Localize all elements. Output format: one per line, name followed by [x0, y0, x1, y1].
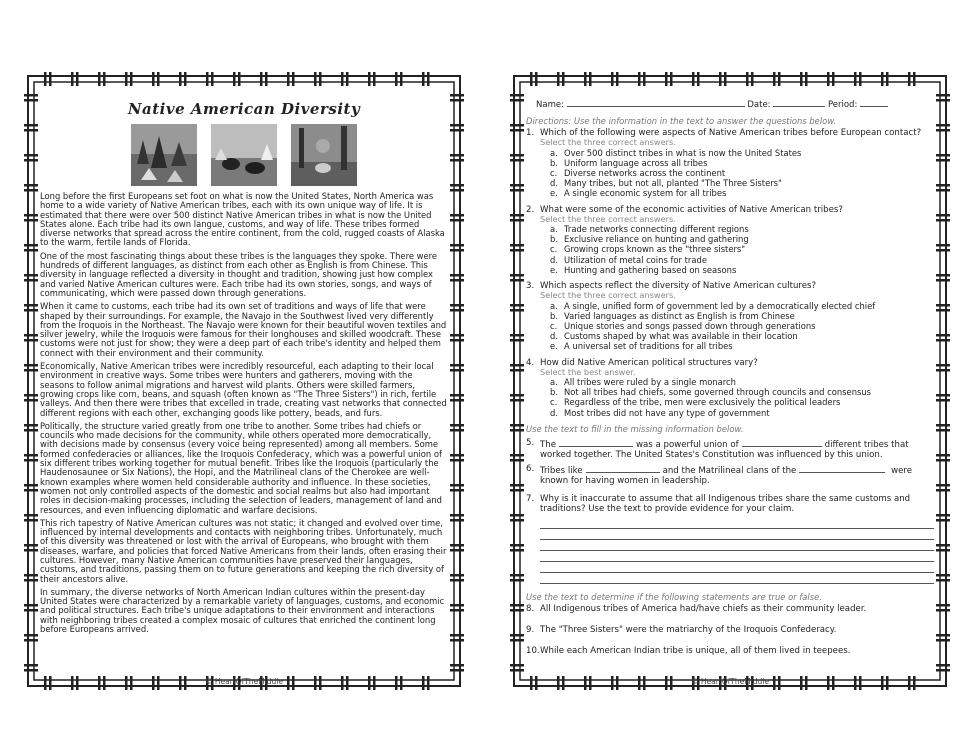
question-text: While each American Indian tribe is unique, all of them lived in teepees.	[540, 645, 851, 656]
option-text: Growing crops known as the "three sisters"	[564, 244, 746, 255]
text-part: Tribes like	[540, 465, 583, 476]
answer-option[interactable]	[550, 158, 934, 168]
reading-page	[24, 72, 464, 690]
answer-option[interactable]	[550, 331, 934, 341]
option-text: Most tribes did not have any type of government	[564, 407, 770, 418]
answer-option[interactable]	[550, 301, 934, 311]
answer-option[interactable]	[550, 244, 934, 254]
question-number: 5.	[526, 437, 535, 448]
blank-field[interactable]	[799, 464, 885, 473]
copyright-footer: © HeartOfTheMiddle	[204, 677, 284, 686]
text-part: different tribes	[824, 439, 889, 450]
option-letter: e.	[550, 341, 558, 352]
option-letter: b.	[550, 234, 558, 245]
option-letter: c.	[550, 244, 558, 255]
option-letter: d.	[550, 254, 558, 265]
answer-option[interactable]	[550, 255, 934, 265]
blank-field[interactable]	[586, 464, 660, 473]
question-7: 7. Why is it inaccurate to assume that all Indigenous tribes share the same customs and traditions? Use the text to provide evidence for your claim.	[526, 493, 911, 514]
article-body	[40, 192, 448, 634]
name-date-period-bar	[536, 98, 934, 110]
question-number: 10.	[526, 645, 540, 656]
tf-directions: Use the text to determine if the following statements are true or false.	[526, 591, 822, 602]
text-part: The	[540, 439, 556, 450]
name-label: Name:	[536, 100, 564, 110]
answer-option[interactable]	[550, 377, 934, 387]
question-5	[526, 438, 934, 460]
answer-option[interactable]	[550, 321, 934, 331]
answer-option[interactable]	[550, 265, 934, 275]
option-text: Uniform language across all tribes	[564, 157, 708, 168]
period-label: Period:	[827, 100, 858, 110]
answer-option[interactable]	[550, 178, 934, 188]
option-text: Varied languages as distinct as English is from Chinese	[564, 310, 795, 321]
question-text: Which of the following were aspects of Native American tribes before European contact?	[540, 128, 922, 138]
question-number: 4.	[526, 357, 535, 368]
option-letter: c.	[550, 167, 558, 178]
answer-option[interactable]	[550, 387, 934, 397]
fill-directions: Use the text to fill in the missing information below.	[526, 423, 744, 434]
text-part: were known for having women in leadership.	[540, 465, 913, 486]
question-hint: Select the three correct answers.	[540, 137, 676, 147]
text-part: and the Matrilineal clans of the	[662, 465, 797, 476]
period-field[interactable]	[860, 98, 888, 107]
question-text: Which aspects reflect the diversity of Native American cultures?	[540, 281, 817, 292]
article-paragraph: Economically, Native American tribes were incredibly resourceful, each adapting to their local environment in creative ways. Some tribes were hunters and gatherers, moving with the seasons to follow animal migrations and harvest wild plants. Others were skilled farmers, growing crops like corn, beans, and squash (often known as "The Three Sisters") in rich, fertile valleys. And then there were tribes that excelled in trade, creating vast networks that connected different regions with each other, exchanging goods like pottery, beads, and furs.	[40, 361, 447, 418]
option-text: A single, unified form of government led by a democratically elected chief	[564, 300, 876, 311]
option-text: A universal set of traditions for all tribes	[564, 341, 733, 352]
text-part: was a powerful union of	[635, 439, 739, 450]
option-letter: b.	[550, 157, 558, 168]
bison-plains-illustration	[211, 124, 277, 186]
option-text: Exclusive reliance on hunting and gathering	[564, 234, 749, 245]
question-text: All Indigenous tribes of America had/have chiefs as their community leader.	[540, 603, 867, 614]
date-field[interactable]	[773, 98, 825, 107]
option-letter: a.	[550, 224, 558, 235]
question-text: How did Native American political structures vary?	[540, 357, 758, 368]
question-9	[526, 625, 934, 635]
answer-option[interactable]	[550, 168, 934, 178]
option-letter: b.	[550, 387, 558, 398]
option-letter: e.	[550, 188, 558, 199]
multiple-choice-section	[526, 128, 934, 422]
illustrations	[40, 124, 448, 186]
answer-option[interactable]	[550, 234, 934, 244]
fill-in-section	[526, 438, 934, 486]
question-number: 9.	[526, 624, 535, 635]
article-paragraph: One of the most fascinating things about these tribes is the languages they spoke. There were hundreds of different languages, as distinct from each other as English is from Chinese. This diversity in language reflected a diversity in thought and tradition, showing just how complex and varied Native American cultures were. Each tribe had its own stories, songs, and ways of communicating, which were passed down through generations.	[40, 250, 438, 298]
option-letter: e.	[550, 264, 558, 275]
option-letter: c.	[550, 397, 558, 408]
option-text: Many tribes, but not all, planted "The Three Sisters"	[564, 178, 782, 189]
option-text: Trade networks connecting different regions	[564, 224, 749, 235]
article-paragraph: Long before the first Europeans set foot on what is now the United States, North America was home to a wide variety of Native American tribes, each with its own unique way of life. It is estimated that there were over 500 distinct Native American tribes in what is now the United States alone. Each tribe had its own langue, customs, and way of life. These tribes formed diverse networks that spread across the entire continent, from the cold, rugged coasts of Alaska to the warm, fertile lands of Florida.	[40, 191, 445, 248]
question-number: 3.	[526, 281, 535, 292]
question-page	[510, 72, 950, 690]
answer-option[interactable]	[550, 148, 934, 158]
option-text: All tribes were ruled by a single monarch	[564, 377, 736, 388]
option-letter: d.	[550, 407, 558, 418]
question-text: The "Three Sisters" were the matriarchy of the Iroquois Confederacy.	[540, 624, 837, 635]
true-false-section	[526, 604, 934, 656]
answer-option[interactable]	[550, 224, 934, 234]
option-letter: a.	[550, 377, 558, 388]
fill-in-text	[540, 438, 934, 460]
question-number: 8.	[526, 603, 535, 614]
text-part: that worked together. The United States's Constitution was influenced by this union.	[540, 439, 909, 460]
question-6	[526, 464, 934, 486]
wildlife-forest-illustration	[291, 124, 357, 186]
page-title: Native American Diversity	[127, 100, 361, 118]
article-paragraph: Politically, the structure varied greatly from one tribe to another. Some tribes had chiefs or councils who made decisions for the community, while others operated more democratically, with decisions made by consensus (every voice being represented) among all members. Some formed confederacies or alliances, like the Iroquois Confederacy, which was a powerful union of six different tribes working together for mutual benefit. Tribes like the Iroquois (particularly the Haudenosaunee or Six Nations), the Hopi, and the Matrilineal clans of the Cherokee are well-known examples where women held considerable authority and influence. In these societies, women not only controlled aspects of the domestic and social realms but also had important roles in decision-making processes, including the selection of leaders, management of land and resources, and even influencing diplomatic and warfare decisions.	[40, 420, 442, 515]
date-label: Date:	[747, 100, 771, 110]
answer-option[interactable]	[550, 341, 934, 351]
forest-village-illustration	[131, 124, 197, 186]
option-text: Over 500 distinct tribes in what is now the United States	[564, 147, 802, 158]
article-paragraph: This rich tapestry of Native American cultures was not static; it changed and evolved over time, influenced by internal developments and contacts with neighboring tribes. Unfortunately, much of this diversity was threatened or lost with the arrival of Europeans, who brought with them diseases, warfare, and policies that forced Native Americans from their lands, often erasing their cultures. However, many Native American communities have preserved their languages, customs, and traditions, passing them on to future generations and keeping the rich diversity of their ancestors alive.	[40, 517, 447, 584]
option-text: Utilization of metal coins for trade	[564, 254, 707, 265]
option-text: Unique stories and songs passed down through generations	[564, 320, 816, 331]
question-text: What were some of the economic activities of Native American tribes?	[540, 204, 843, 215]
article-paragraph: In summary, the diverse networks of North American Indian cultures within the present-day United States were characterized by a remarkable variety of languages, customs, and economic and political structures. Each tribe's unique adaptations to their environment and interactions with neighboring tribes created a complex mosaic of cultures that enriched the continent long before Europeans arrived.	[40, 586, 445, 635]
name-field[interactable]	[567, 98, 745, 107]
article-paragraph: When it came to customs, each tribe had its own set of traditions and ways of life that were shaped by their surroundings. For example, the Navajo in the Southwest lived very differently from the Iroquois in the Northeast. The Navajo were known for their beautiful woven textiles and silver jewelry, while the Iroquois were famous for their longhouses and skilled woodcraft. These customs were not just for show; they were a deep part of each tribe's identity and helped them connect with their environment and their community.	[40, 301, 447, 358]
directions: Directions: Use the information in the text to answer the questions below.	[526, 116, 837, 126]
question-number: 1.	[526, 128, 535, 138]
option-letter: b.	[550, 310, 558, 321]
question-hint: Select the best answer.	[540, 366, 636, 377]
option-text: A single economic system for all tribes	[564, 188, 727, 199]
option-text: Not all tribes had chiefs, some governed through councils and consensus	[564, 387, 872, 398]
q7-answer-lines[interactable]	[526, 518, 934, 584]
question-number: 2.	[526, 204, 535, 215]
option-letter: a.	[550, 300, 558, 311]
option-letter: d.	[550, 331, 558, 342]
option-letter: d.	[550, 178, 558, 189]
question-number: 6.	[526, 463, 535, 474]
option-letter: a.	[550, 147, 558, 158]
answer-option[interactable]	[550, 311, 934, 321]
blank-field[interactable]	[559, 438, 633, 447]
fill-in-text	[540, 464, 934, 486]
answer-option[interactable]	[550, 397, 934, 407]
option-text: Regardless of the tribe, men were exclusively the political leaders	[564, 397, 841, 408]
question-10	[526, 646, 934, 656]
option-text: Customs shaped by what was available in their location	[564, 331, 798, 342]
answer-option[interactable]	[550, 188, 934, 198]
answer-option[interactable]	[550, 408, 934, 418]
copyright-footer: © HeartOfTheMiddle	[690, 677, 770, 686]
option-letter: c.	[550, 320, 558, 331]
question-hint: Select the three correct answers.	[540, 213, 676, 224]
blank-field[interactable]	[742, 438, 822, 447]
option-text: Hunting and gathering based on seasons	[564, 264, 737, 275]
question-hint: Select the three correct answers.	[540, 290, 676, 301]
question-8	[526, 604, 934, 614]
option-text: Diverse networks across the continent	[564, 167, 726, 178]
